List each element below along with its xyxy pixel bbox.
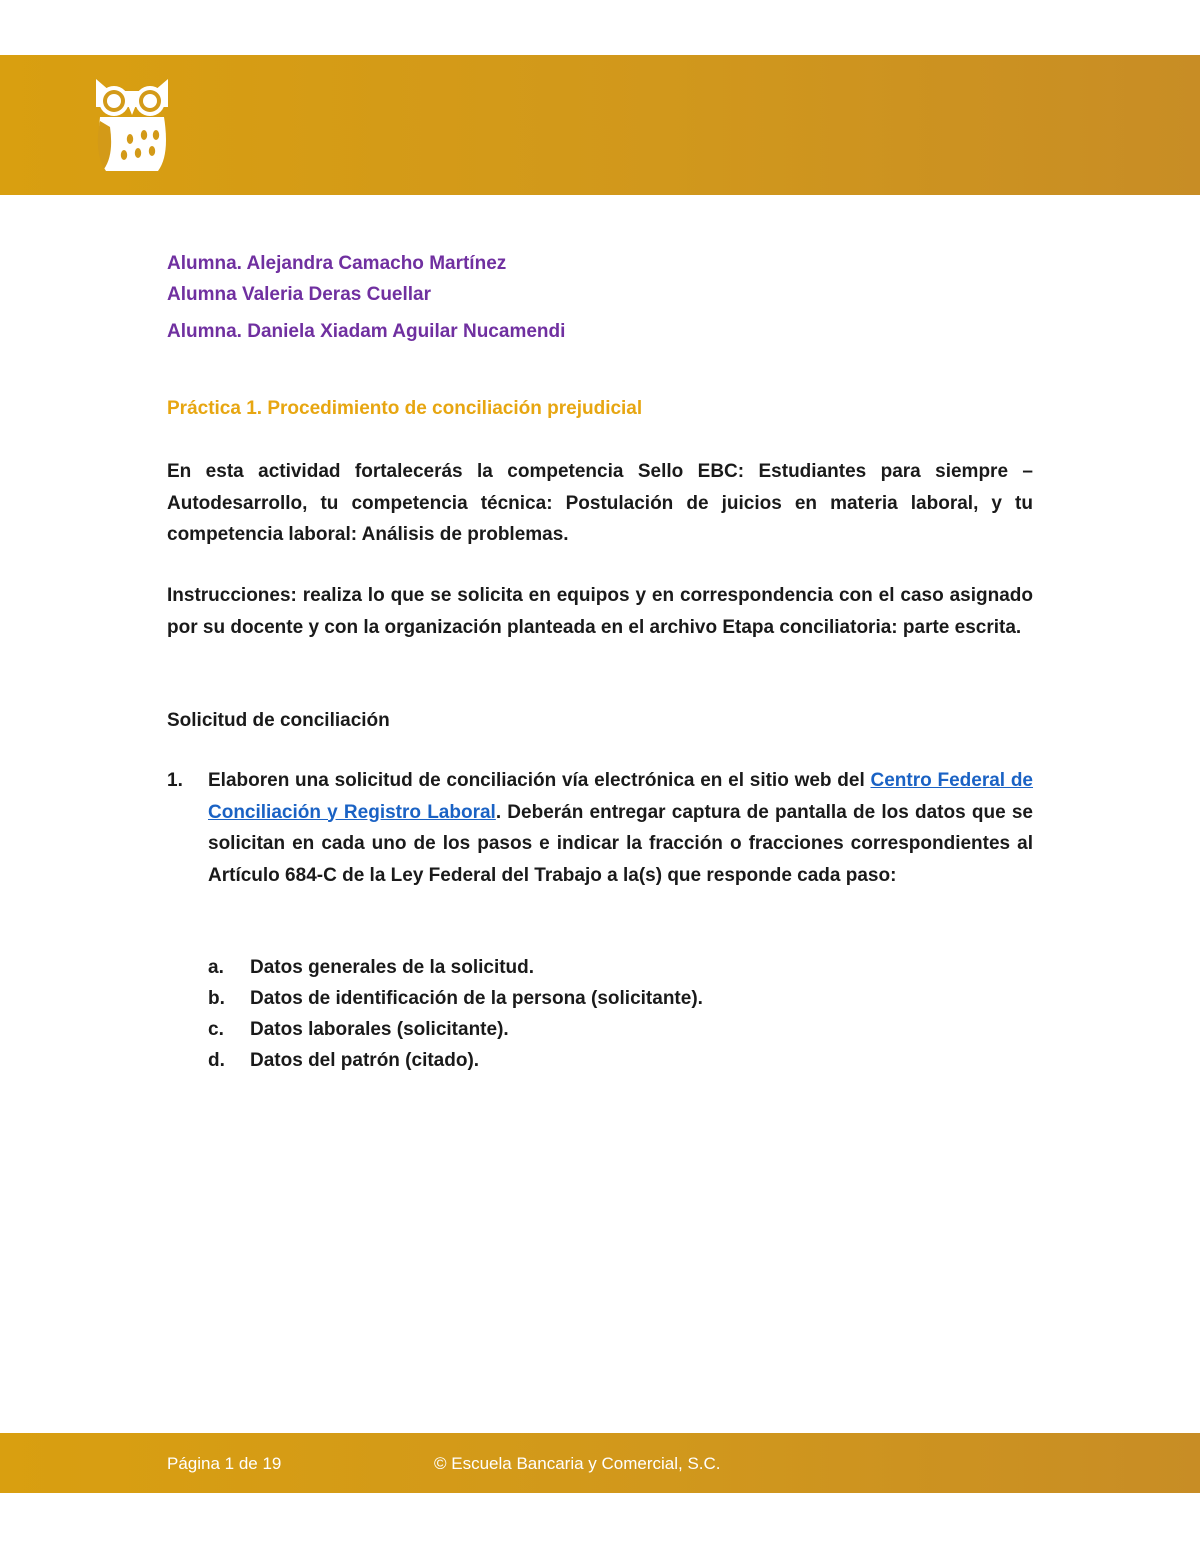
sub-item-text: Datos laborales (solicitante).	[250, 1019, 509, 1040]
sub-item-text: Datos generales de la solicitud.	[250, 957, 535, 978]
owl-icon	[92, 77, 172, 173]
sub-item-letter: b.	[208, 988, 225, 1009]
student-name-1: Alumna. Alejandra Camacho Martínez	[167, 253, 507, 274]
list-text-before-link: Elaboren una solicitud de conciliación vía electrónica en el sitio web del	[208, 770, 871, 791]
sub-item-letter: d.	[208, 1050, 225, 1071]
student-name-3: Alumna. Daniela Xiadam Aguilar Nucamendi	[167, 321, 566, 342]
practice-title: Práctica 1. Procedimiento de conciliación prejudicial	[167, 398, 643, 419]
intro-paragraph: En esta actividad fortalecerás la competencia Sello EBC: Estudiantes para siempre – Autodesarrollo, tu competencia técnica: Postulación de juicios en materia laboral, y tu competencia laboral: Análisis de problemas.	[167, 461, 1033, 545]
copyright-text: © Escuela Bancaria y Comercial, S.C.	[434, 1454, 721, 1473]
section-heading: Solicitud de conciliación	[167, 710, 390, 731]
header-band	[0, 55, 1200, 195]
instructions-paragraph: Instrucciones: realiza lo que se solicita en equipos y en correspondencia con el caso asignado por su docente y con la organización planteada en el archivo Etapa conciliatoria: parte escrita.	[167, 585, 1033, 638]
sub-item-letter: c.	[208, 1019, 224, 1040]
sub-item-text: Datos del patrón (citado).	[250, 1050, 480, 1071]
list-text-after-link: . Deberán entregar captura de pantalla de los datos que se solicitan en cada uno de los pasos e indicar la fracción o fracciones correspondientes al Artículo 684-C de la Ley Federal del Trabajo a la(s) que responde cada paso:	[208, 801, 1033, 886]
student-name-2: Alumna Valeria Deras Cuellar	[167, 284, 432, 305]
list-number: 1.	[167, 770, 183, 791]
sub-item-letter: a.	[208, 957, 224, 978]
cfcrl-link[interactable]: Centro Federal de Conciliación y Registro Laboral	[208, 770, 1033, 823]
list-item-text	[208, 765, 1033, 891]
sub-item-text: Datos de identificación de la persona (solicitante).	[250, 988, 703, 1009]
page-number: Página 1 de 19	[167, 1454, 282, 1473]
